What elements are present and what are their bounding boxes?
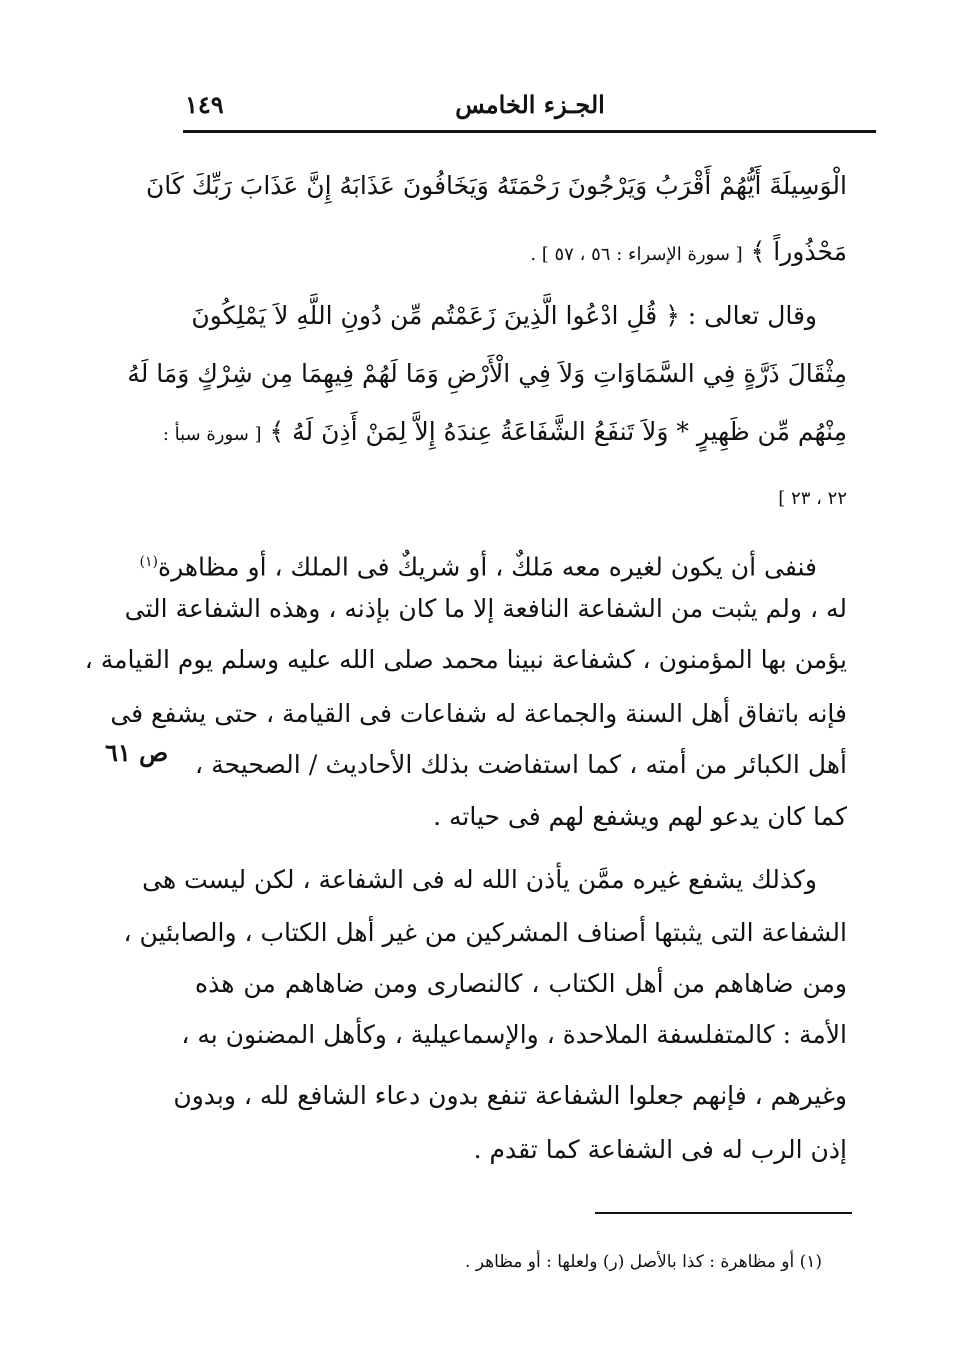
margin-page-note: ص ٦١ [105,738,169,767]
quran-continuation-line: الْوَسِيلَةَ أَيُّهُمْ أَقْرَبُ وَيَرْجُونَ رَحْمَتَهُ وَيَخَافُونَ عَذَابَهُ إِنَّ عَذَابَ رَبِّكَ كَانَ [145,171,847,200]
footnote-rule [595,1212,852,1214]
paragraph-line: الأمة : كالمتفلسفة الملاحدة ، والإسماعيلية ، وكأهل المضنون به ، [181,1020,847,1049]
page-number: ١٤٩ [185,90,224,119]
header-rule [183,130,876,133]
quran-block-line: مِثْقَالَ ذَرَّةٍ فِي السَّمَاوَاتِ وَلاَ فِي الْأَرْضِ وَمَا لَهُمْ فِيهِمَا مِن شِرْكٍ وَمَا لَهُ [127,359,847,388]
quran-intro: وقال تعالى : ﴿ [665,301,817,330]
paragraph-line: وكذلك يشفع غيره ممَّن يأذن الله له فى الشفاعة ، لكن ليست هى [142,865,817,894]
quran-continuation-line: مَحْذُوراً ﴾ [750,237,847,266]
surah-reference: [ سورة الإسراء : ٥٦ ، ٥٧ ] . [530,244,743,265]
paragraph-line [139,542,817,587]
quran-block-line [162,412,847,455]
paragraph-line: إذن الرب له فى الشفاعة كما تقدم . [473,1135,847,1164]
paragraph-line: وغيرهم ، فإنهم جعلوا الشفاعة تنفع بدون دعاء الشافع لله ، وبدون [173,1081,847,1110]
surah-reference-cont [195,476,847,519]
quran-block-line [191,296,817,336]
quran-verse-text: مِنْهُم مِّن ظَهِيرٍ * وَلاَ تَنفَعُ الشَّفَاعَةُ عِندَهُ إِلاَّ لِمَنْ أَذِنَ لَهُ ﴾ [269,417,847,446]
paragraph-line: ومن ضاهاهم من أهل الكتاب ، كالنصارى ومن ضاهاهم من هذه [195,969,847,998]
quran-verse-text: قُلِ ادْعُوا الَّذِينَ زَعَمْتُم مِّن دُونِ اللَّهِ لاَ يَمْلِكُونَ [191,301,658,330]
paragraph-line: الشفاعة التى يثبتها أصناف المشركين من غير أهل الكتاب ، والصابئين ، [123,918,847,947]
paragraph-line: كما كان يدعو لهم ويشفع لهم فى حياته . [433,802,847,831]
footnote-marker: (١) [139,554,158,570]
paragraph-line: فإنه باتفاق أهل السنة والجماعة له شفاعات فى القيامة ، حتى يشفع فى [110,699,847,728]
paragraph-line: يؤمن بها المؤمنون ، كشفاعة نبينا محمد صلى الله عليه وسلم يوم القيامة ، [84,645,847,674]
paragraph-line: له ، ولم يثبت من الشفاعة النافعة إلا ما كان بإذنه ، وهذه الشفاعة التى [124,594,847,623]
footnote: (١) أو مظاهرة : كذا بالأصل (ر) ولعلها : أو مظاهر . [464,1252,822,1272]
surah-reference: [ سورة سبأ : [162,424,262,445]
paragraph-text: فنفى أن يكون لغيره معه مَلكٌ ، أو شريكٌ فى الملك ، أو مظاهرة [157,552,817,582]
running-title: الجـزء الخامس [455,90,605,119]
quran-continuation-end [195,232,847,275]
page-header [185,90,875,132]
surah-reference: ٢٢ ، ٢٣ ] [778,488,847,509]
paragraph-line: أهل الكبائر من أمته ، كما استفاضت بذلك الأحاديث / الصحيحة ، [195,750,847,779]
